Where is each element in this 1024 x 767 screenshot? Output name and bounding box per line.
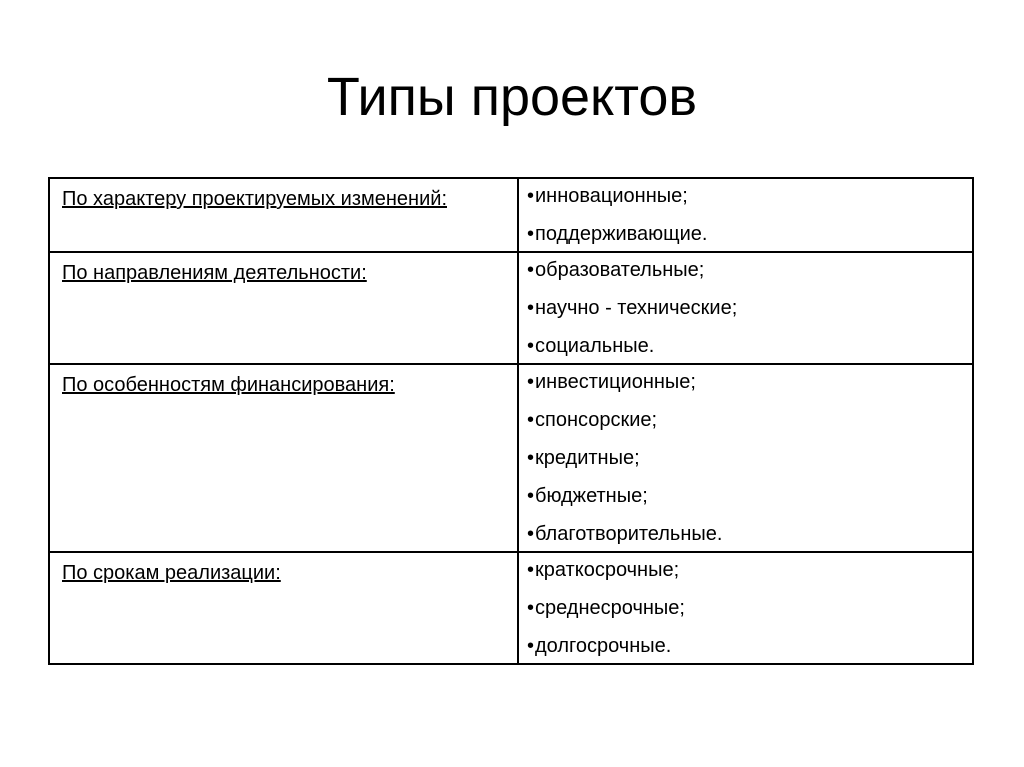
values-cell — [518, 252, 973, 364]
value-text: спонсорские; — [535, 409, 658, 431]
list-item — [527, 522, 964, 547]
list-item — [527, 596, 964, 621]
category-cell — [49, 364, 518, 552]
value-list — [527, 184, 964, 247]
table-row — [49, 552, 973, 664]
bullet-icon: • — [527, 297, 535, 319]
category-label: По особенностям финансирования: — [62, 374, 395, 396]
value-list — [527, 558, 964, 659]
bullet-icon: • — [527, 223, 535, 245]
bullet-icon: • — [527, 447, 535, 469]
table-row — [49, 364, 973, 552]
bullet-icon: • — [527, 559, 535, 581]
list-item — [527, 558, 964, 583]
bullet-icon: • — [527, 371, 535, 393]
bullet-icon: • — [527, 485, 535, 507]
table-row — [49, 252, 973, 364]
category-label: По направлениям деятельности: — [62, 262, 367, 284]
list-item — [527, 446, 964, 471]
list-item — [527, 258, 964, 283]
list-item — [527, 634, 964, 659]
value-text: инвестиционные; — [535, 371, 696, 393]
value-text: инновационные; — [535, 185, 688, 207]
list-item — [527, 408, 964, 433]
value-text: социальные. — [535, 335, 655, 357]
value-text: среднесрочные; — [535, 597, 685, 619]
category-cell — [49, 178, 518, 252]
slide-title: Типы проектов — [326, 67, 698, 127]
project-types-table — [48, 177, 974, 665]
list-item — [527, 370, 964, 395]
list-item — [527, 222, 964, 247]
values-cell — [518, 552, 973, 664]
value-text: научно - технические; — [535, 297, 738, 319]
bullet-icon: • — [527, 185, 535, 207]
value-text: благотворительные. — [535, 523, 723, 545]
values-cell — [518, 364, 973, 552]
value-text: кредитные; — [535, 447, 640, 469]
bullet-icon: • — [527, 635, 535, 657]
list-item — [527, 484, 964, 509]
bullet-icon: • — [527, 409, 535, 431]
bullet-icon: • — [527, 597, 535, 619]
table-row — [49, 178, 973, 252]
list-item — [527, 334, 964, 359]
value-text: поддерживающие. — [535, 223, 708, 245]
category-cell — [49, 552, 518, 664]
list-item — [527, 184, 964, 209]
value-text: долгосрочные. — [535, 635, 672, 657]
category-cell — [49, 252, 518, 364]
bullet-icon: • — [527, 523, 535, 545]
list-item — [527, 296, 964, 321]
value-text: бюджетные; — [535, 485, 648, 507]
value-list — [527, 370, 964, 547]
value-text: образовательные; — [535, 259, 705, 281]
category-label: По срокам реализации: — [62, 562, 281, 584]
category-label: По характеру проектируемых изменений: — [62, 188, 447, 210]
bullet-icon: • — [527, 335, 535, 357]
value-text: краткосрочные; — [535, 559, 680, 581]
bullet-icon: • — [527, 259, 535, 281]
values-cell — [518, 178, 973, 252]
value-list — [527, 258, 964, 359]
